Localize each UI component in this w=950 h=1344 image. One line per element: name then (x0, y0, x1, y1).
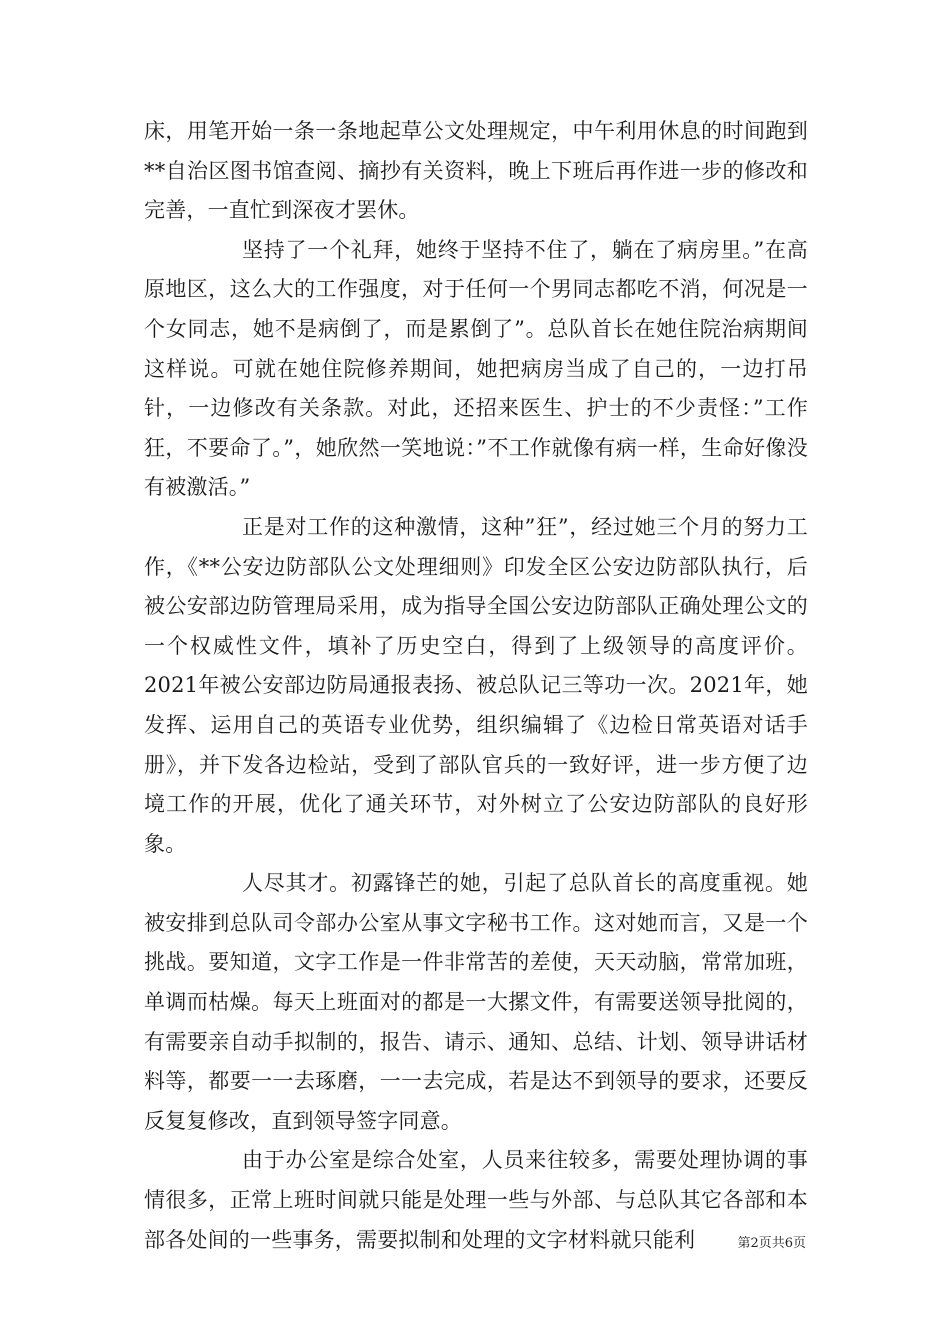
paragraph-2: 坚持了一个礼拜，她终于坚持不住了，躺在了病房里。”在高原地区，这么大的工作强度，对于任何一个男同志都吃不消，何况是一个女同志，她不是病倒了，而是累倒了”。总队首长在她住院治病期间这样说。可就在她住院修养期间，她把病房当成了自己的，一边打吊针，一边修改有关条款。对此，还招来医生、护士的不少责怪：”工作狂，不要命了。”，她欣然一笑地说：”不工作就像有病一样，生命好像没有被激活。” (144, 237, 808, 500)
paragraph-1: 床，用笔开始一条一条地起草公文处理规定，中午利用休息的时间跑到**自治区图书馆查阅、摘抄有关资料，晚上下班后再作进一步的修改和完善，一直忙到深夜才罢休。 (144, 119, 808, 223)
document-body (144, 112, 808, 1260)
page-number-footer: 第2页共6页 (737, 1236, 806, 1251)
paragraph-3: 正是对工作的这种激情，这种”狂”，经过她三个月的努力工作，《**公安边防部队公文处理细则》印发全区公安边防部队执行，后被公安部边防管理局采用，成为指导全国公安边防部队正确处理公文的一个权威性文件，填补了历史空白，得到了上级领导的高度评价。2021年被公安部边防局通报表扬、被总队记三等功一次。2021年，她发挥、运用自己的英语专业优势，组织编辑了《边检日常英语对话手册》，并下发各边检站，受到了部队官兵的一致好评，进一步方便了边境工作的开展，优化了通关环节，对外树立了公安边防部队的良好形象。 (144, 514, 808, 856)
paragraph-5: 由于办公室是综合处室，人员来往较多，需要处理协调的事情很多，正常上班时间就只能是处理一些与外部、与总队其它各部和本部各处间的一些事务，需要拟制和处理的文字材料就只能利 (144, 1148, 808, 1252)
paragraph-4: 人尽其才。初露锋芒的她，引起了总队首长的高度重视。她被安排到总队司令部办公室从事文字秘书工作。这对她而言，又是一个挑战。要知道，文字工作是一件非常苦的差使，天天动脑，常常加班，单调而枯燥。每天上班面对的都是一大摞文件，有需要送领导批阅的，有需要亲自动手拟制的，报告、请示、通知、总结、计划、领导讲话材料等，都要一一去琢磨，一一去完成，若是达不到领导的要求，还要反反复复修改，直到领导签字同意。 (144, 871, 808, 1133)
